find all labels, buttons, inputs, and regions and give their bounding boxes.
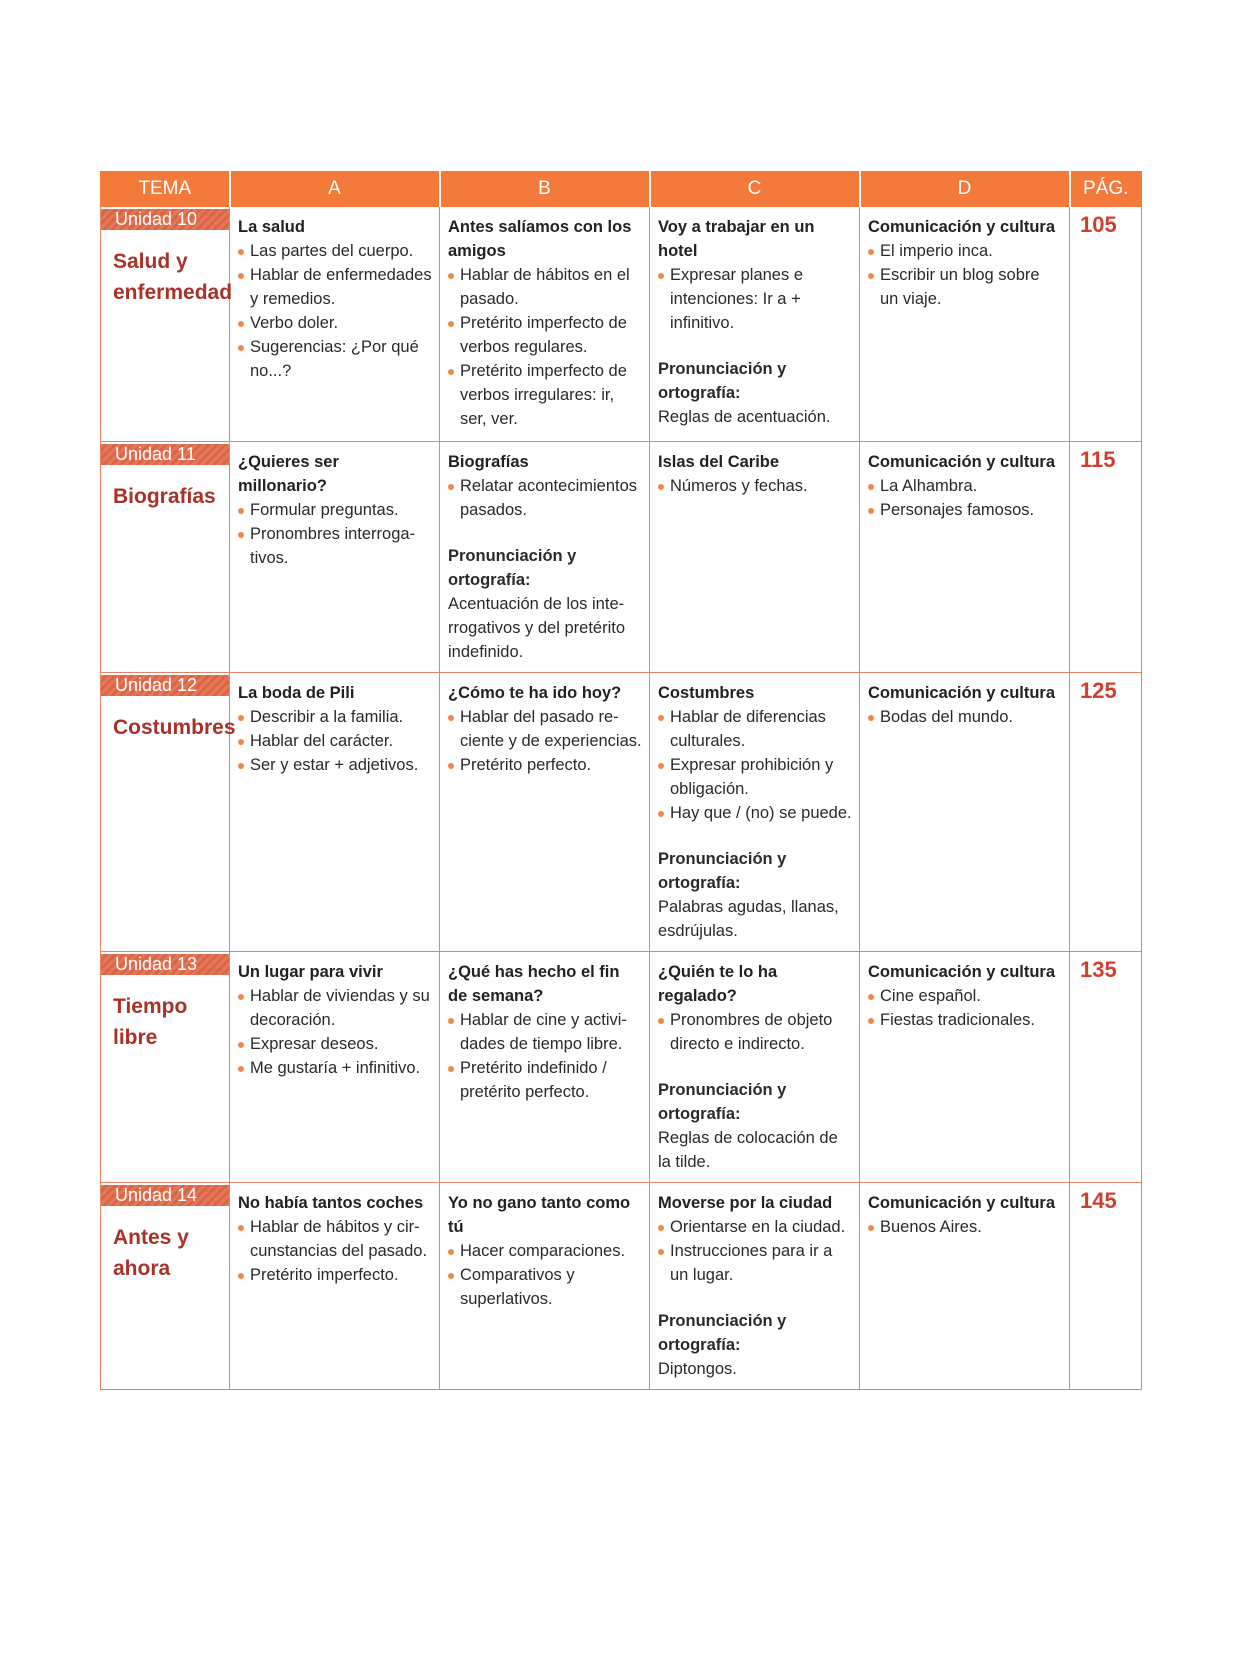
unit-label: Unidad 11 bbox=[101, 444, 229, 465]
spacer bbox=[658, 335, 852, 357]
section-b-cell bbox=[440, 673, 650, 952]
unit-row bbox=[101, 952, 1142, 1183]
header-a: A bbox=[230, 172, 440, 207]
bullet-item: Describir a la familia. bbox=[238, 705, 432, 729]
bullet-list bbox=[238, 239, 432, 383]
section-title: Comunicación y cultura bbox=[868, 1194, 1056, 1212]
bullet-item: Pronombres de objeto directo e indirecto. bbox=[658, 1008, 852, 1056]
spacer bbox=[658, 1287, 852, 1309]
bullet-item: Instrucciones para ir a un lugar. bbox=[658, 1239, 852, 1287]
unit-label: Unidad 13 bbox=[101, 954, 229, 975]
section-title: Biografías bbox=[448, 453, 529, 471]
bullet-item: Buenos Aires. bbox=[868, 1215, 1062, 1239]
pronunciation-text: Reglas de colocación de la tilde. bbox=[658, 1129, 838, 1171]
page-number: 115 bbox=[1070, 442, 1142, 673]
bullet-item: Escribir un blog sobre un viaje. bbox=[868, 263, 1062, 311]
bullet-item: Me gustaría + infinitivo. bbox=[238, 1056, 432, 1080]
header-pag: PÁG. bbox=[1070, 172, 1142, 207]
bullet-item: Pretérito imperfecto de verbos regulares. bbox=[448, 311, 642, 359]
pronunciation-title: Pronunciación y ortografía: bbox=[658, 360, 787, 402]
header-row bbox=[101, 172, 1142, 207]
page-number: 145 bbox=[1070, 1183, 1142, 1390]
unit-row bbox=[101, 442, 1142, 673]
bullet-item: Hablar del pasado re-ciente y de experiencias. bbox=[448, 705, 642, 753]
bullet-list bbox=[448, 1008, 642, 1104]
section-b-cell bbox=[440, 952, 650, 1183]
pronunciation-title: Pronunciación y ortografía: bbox=[658, 1081, 787, 1123]
section-title: ¿Quieres ser millonario? bbox=[238, 453, 339, 495]
bullet-list bbox=[658, 1215, 852, 1287]
section-c-cell bbox=[650, 952, 860, 1183]
section-title: Comunicación y cultura bbox=[868, 453, 1056, 471]
bullet-item: Hablar de diferencias culturales. bbox=[658, 705, 852, 753]
contents-table bbox=[100, 171, 1142, 1390]
section-title: Comunicación y cultura bbox=[868, 684, 1056, 702]
section-title: La salud bbox=[238, 218, 305, 236]
section-title: Islas del Caribe bbox=[658, 453, 780, 471]
bullet-list bbox=[238, 1215, 432, 1287]
section-a-cell bbox=[230, 207, 440, 442]
bullet-item: Hablar de hábitos y cir-cunstancias del pasado. bbox=[238, 1215, 432, 1263]
bullet-list bbox=[868, 984, 1062, 1032]
bullet-item: Formular preguntas. bbox=[238, 498, 432, 522]
bullet-list bbox=[868, 705, 1062, 729]
bullet-item: Hacer comparaciones. bbox=[448, 1239, 642, 1263]
bullet-item: Hay que / (no) se puede. bbox=[658, 801, 852, 825]
section-c-cell bbox=[650, 442, 860, 673]
section-c-cell bbox=[650, 673, 860, 952]
bullet-list bbox=[238, 984, 432, 1080]
unit-row bbox=[101, 207, 1142, 442]
section-d-cell bbox=[860, 952, 1070, 1183]
section-title: Antes salíamos con los amigos bbox=[448, 218, 632, 260]
section-d-cell bbox=[860, 673, 1070, 952]
section-d-cell bbox=[860, 1183, 1070, 1390]
spacer bbox=[658, 825, 852, 847]
bullet-item: Pretérito indefinido / pretérito perfecto. bbox=[448, 1056, 642, 1104]
section-title: ¿Quién te lo ha regalado? bbox=[658, 963, 778, 1005]
header-c: C bbox=[650, 172, 860, 207]
pronunciation-text: Diptongos. bbox=[658, 1360, 737, 1378]
section-c-cell bbox=[650, 1183, 860, 1390]
section-d-cell bbox=[860, 442, 1070, 673]
unit-row bbox=[101, 1183, 1142, 1390]
section-title: Comunicación y cultura bbox=[868, 218, 1056, 236]
unit-theme-title: Tiempo libre bbox=[113, 995, 188, 1049]
bullet-item: La Alhambra. bbox=[868, 474, 1062, 498]
bullet-list bbox=[658, 705, 852, 825]
bullet-item: Relatar acontecimientos pasados. bbox=[448, 474, 642, 522]
bullet-item: Hablar de enfermedades y remedios. bbox=[238, 263, 432, 311]
bullet-item: Comparativos y superlativos. bbox=[448, 1263, 642, 1311]
section-d-cell bbox=[860, 207, 1070, 442]
section-a-cell bbox=[230, 1183, 440, 1390]
section-title: La boda de Pili bbox=[238, 684, 355, 702]
bullet-item: Bodas del mundo. bbox=[868, 705, 1062, 729]
section-title: Moverse por la ciudad bbox=[658, 1194, 833, 1212]
section-title: Un lugar para vivir bbox=[238, 963, 383, 981]
bullet-list bbox=[658, 263, 852, 335]
bullet-list bbox=[448, 1239, 642, 1311]
unit-theme-title: Biografías bbox=[113, 485, 216, 508]
tema-cell bbox=[101, 673, 236, 952]
bullet-item: Pretérito imperfecto. bbox=[238, 1263, 432, 1287]
section-title: ¿Qué has hecho el fin de semana? bbox=[448, 963, 620, 1005]
section-title: ¿Cómo te ha ido hoy? bbox=[448, 684, 622, 702]
page-number: 135 bbox=[1070, 952, 1142, 1183]
section-c-cell bbox=[650, 207, 860, 442]
unit-label: Unidad 12 bbox=[101, 675, 229, 696]
page-number: 125 bbox=[1070, 673, 1142, 952]
pronunciation-title: Pronunciación y ortografía: bbox=[448, 547, 577, 589]
tema-cell bbox=[101, 442, 230, 673]
bullet-list bbox=[448, 705, 642, 777]
tema-cell bbox=[101, 952, 230, 1183]
bullet-list bbox=[658, 1008, 852, 1056]
unit-theme-title: Costumbres bbox=[113, 716, 236, 739]
section-a-cell bbox=[230, 673, 440, 952]
section-title: No había tantos coches bbox=[238, 1194, 424, 1212]
bullet-item: El imperio inca. bbox=[868, 239, 1062, 263]
section-b-cell bbox=[440, 1183, 650, 1390]
section-title: Yo no gano tanto como tú bbox=[448, 1194, 631, 1236]
unit-theme-title: Salud y enfermedad bbox=[113, 250, 233, 304]
bullet-item: Las partes del cuerpo. bbox=[238, 239, 432, 263]
pronunciation-text: Palabras agudas, llanas, esdrújulas. bbox=[658, 898, 839, 940]
pronunciation-text: Reglas de acentuación. bbox=[658, 408, 831, 426]
bullet-list bbox=[448, 263, 642, 431]
bullet-list bbox=[238, 498, 432, 570]
bullet-item: Hablar del carácter. bbox=[238, 729, 432, 753]
spacer bbox=[658, 1056, 852, 1078]
bullet-item: Pretérito perfecto. bbox=[448, 753, 642, 777]
header-tema: TEMA bbox=[101, 172, 230, 207]
tema-cell bbox=[101, 1183, 230, 1390]
header-d: D bbox=[860, 172, 1070, 207]
pronunciation-text: Acentuación de los inte-rrogativos y del pretérito indefinido. bbox=[448, 595, 625, 661]
bullet-item: Orientarse en la ciudad. bbox=[658, 1215, 852, 1239]
section-a-cell bbox=[230, 442, 440, 673]
bullet-item: Verbo doler. bbox=[238, 311, 432, 335]
bullet-list bbox=[658, 474, 852, 498]
bullet-item: Cine español. bbox=[868, 984, 1062, 1008]
bullet-item: Números y fechas. bbox=[658, 474, 852, 498]
bullet-item: Hablar de cine y activi-dades de tiempo libre. bbox=[448, 1008, 642, 1056]
tema-cell bbox=[101, 207, 233, 442]
section-b-cell bbox=[440, 442, 650, 673]
section-b-cell bbox=[440, 207, 650, 442]
bullet-item: Pronombres interroga-tivos. bbox=[238, 522, 432, 570]
bullet-list bbox=[868, 1215, 1062, 1239]
section-title: Voy a trabajar en un hotel bbox=[658, 218, 815, 260]
pronunciation-title: Pronunciación y ortografía: bbox=[658, 850, 787, 892]
section-a-cell bbox=[230, 952, 440, 1183]
section-title: Comunicación y cultura bbox=[868, 963, 1056, 981]
bullet-item: Expresar prohibición y obligación. bbox=[658, 753, 852, 801]
bullet-item: Sugerencias: ¿Por qué no...? bbox=[238, 335, 432, 383]
bullet-item: Pretérito imperfecto de verbos irregulares: ir, ser, ver. bbox=[448, 359, 642, 431]
page-number: 105 bbox=[1070, 207, 1142, 442]
bullet-item: Expresar deseos. bbox=[238, 1032, 432, 1056]
bullet-list bbox=[868, 474, 1062, 522]
bullet-list bbox=[448, 474, 642, 522]
pronunciation-title: Pronunciación y ortografía: bbox=[658, 1312, 787, 1354]
bullet-item: Ser y estar + adjetivos. bbox=[238, 753, 432, 777]
bullet-item: Personajes famosos. bbox=[868, 498, 1062, 522]
unit-row bbox=[101, 673, 1142, 952]
section-title: Costumbres bbox=[658, 684, 755, 702]
spacer bbox=[448, 522, 642, 544]
bullet-list bbox=[238, 705, 432, 777]
bullet-list bbox=[868, 239, 1062, 311]
bullet-item: Expresar planes e intenciones: Ir a + infinitivo. bbox=[658, 263, 852, 335]
header-b: B bbox=[440, 172, 650, 207]
unit-label: Unidad 14 bbox=[101, 1185, 229, 1206]
unit-label: Unidad 10 bbox=[101, 209, 229, 230]
unit-theme-title: Antes y ahora bbox=[113, 1226, 189, 1280]
bullet-item: Fiestas tradicionales. bbox=[868, 1008, 1062, 1032]
bullet-item: Hablar de viviendas y su decoración. bbox=[238, 984, 432, 1032]
bullet-item: Hablar de hábitos en el pasado. bbox=[448, 263, 642, 311]
